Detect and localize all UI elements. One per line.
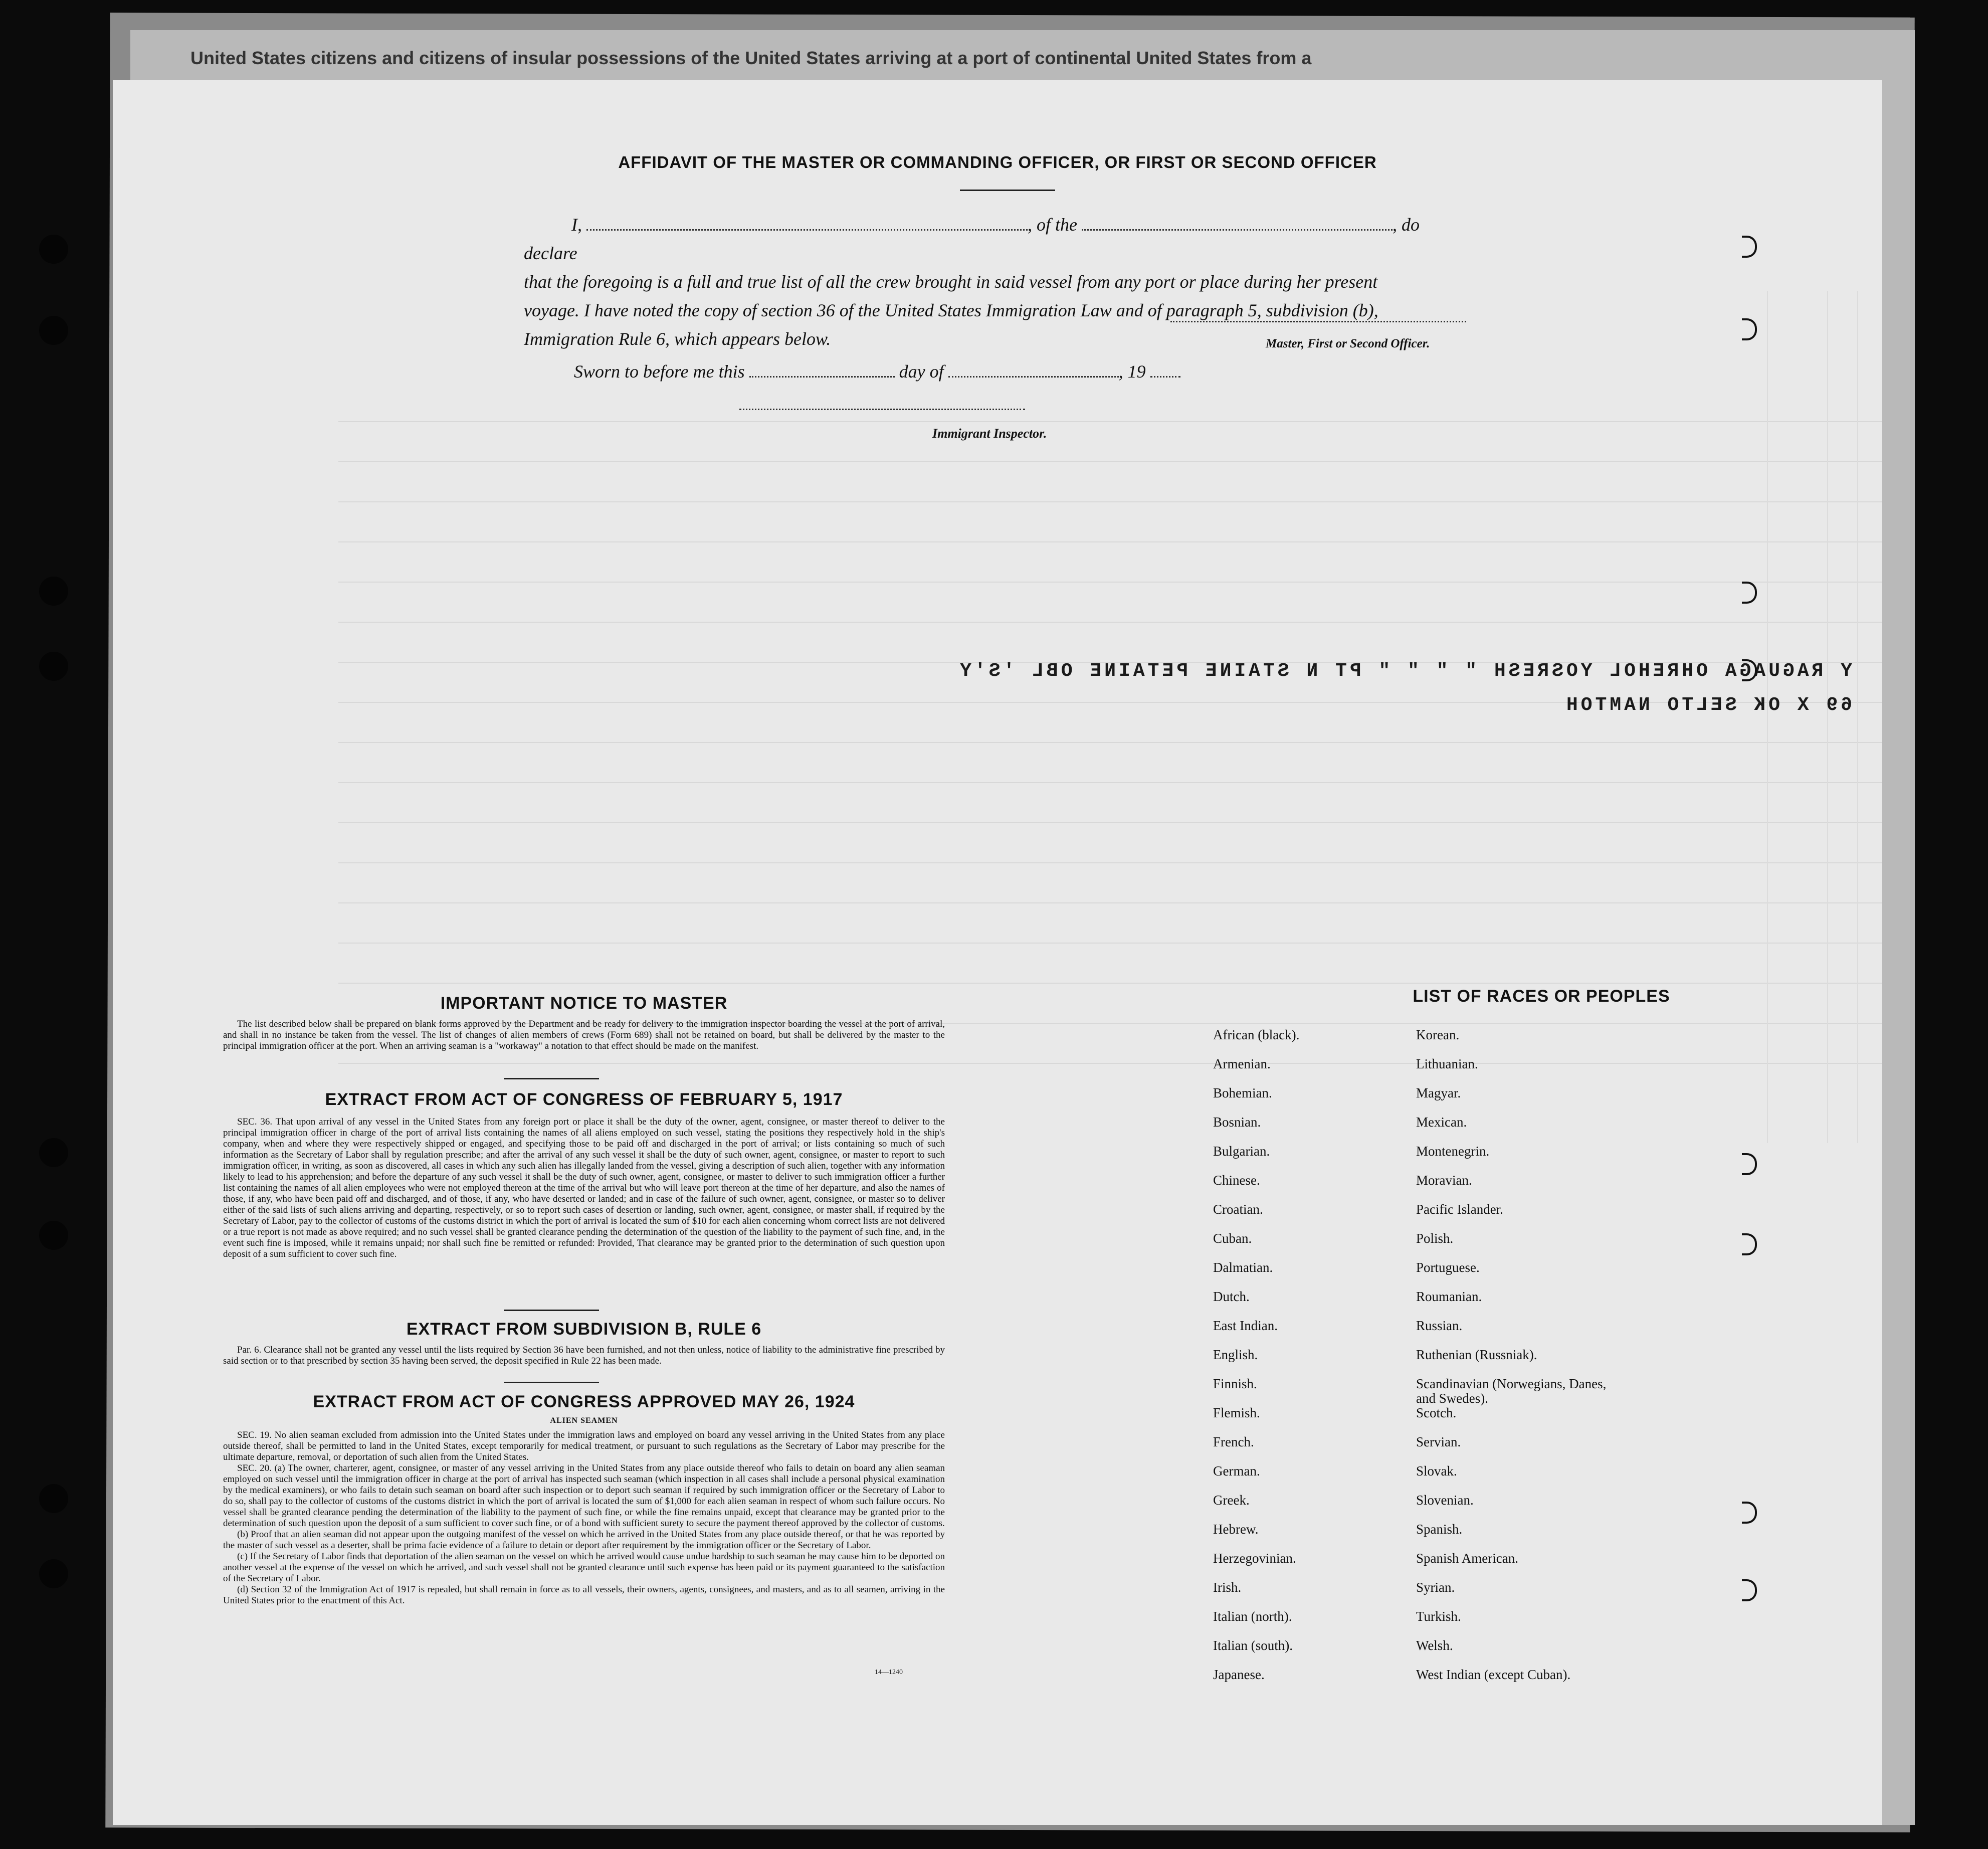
race-item: Korean. [1416,1027,1460,1042]
race-item: Turkish. [1416,1609,1461,1624]
grid-line [1857,291,1858,1143]
race-item: Welsh. [1416,1638,1453,1653]
section-divider [504,1310,599,1311]
sworn-year-field[interactable] [1150,361,1180,378]
grid-line [338,742,1882,743]
binder-hole [39,652,68,681]
race-item: Scotch. [1416,1405,1457,1420]
race-item: Dalmatian. [1213,1260,1273,1275]
race-item: Italian (north). [1213,1609,1292,1624]
race-item: Italian (south). [1213,1638,1293,1653]
sworn-year-label: , 19 [1118,361,1146,382]
sec-20d-paragraph: (d) Section 32 of the Immigration Act of 1917 is repealed, but shall remain in force as to all vessels, their owners, agents, consignees, and masters, and as to all seamen, arriving in the United States prior to the enactment of this Act. [223,1584,945,1606]
title-underline [960,190,1055,191]
race-item: Hebrew. [1213,1522,1259,1537]
race-item: Mexican. [1416,1115,1467,1130]
race-item: Dutch. [1213,1289,1250,1304]
inspector-signature-label: Immigrant Inspector. [932,426,1047,441]
race-item: Roumanian. [1416,1289,1482,1304]
race-item: Slovak. [1416,1463,1457,1478]
grid-line [1827,291,1828,1143]
race-item: Armenian. [1213,1056,1271,1071]
notice-title: IMPORTANT NOTICE TO MASTER [440,994,728,1013]
section-36-paragraph: SEC. 36. That upon arrival of any vessel in the United States from any foreign port or place it shall be the duty of the owner, agent, consignee, or master thereof to deliver to the principal immigration officer in charge of the port of arrival lists containing the names of all aliens employed on such vessel, stating the positions they respectively hold in the ship's company, when and where they were respectively shipped or engaged, and specifying those to be paid off and discharged in the port of arrival; or lists containing so much of such information as the Secretary of Labor shall by regulation prescribe; and after the arrival of any such vessel it shall be the duty of such owner, agent, consignee, or master to report to such immigration officer, in writing, as soon as discovered, all cases in which any such alien has illegally landed from the vessel, giving a description of such alien, together with any information likely to lead to his apprehension; and before the departure of any such vessel it shall be the duty of such owner, agent, consignee, or master to deliver to such immigration officer a further list containing the names of all alien employees who were not employed thereon at the time of the arrival but who will leave port thereon at the time of her departure, and also the names of those, if any, who have been paid off and discharged, and of those, if any, who have deserted or landed; and in case of the failure of such owner, agent, consignee, or master so to deliver either of the said lists of such aliens arriving and departing, respectively, or so to report such cases of desertion or landing, such owner, agent, consignee, or master shall, if required by the Secretary of Labor, pay to the collector of customs of the customs district in which the port of arrival is located the sum of $10 for each alien concerning whom correct lists are not delivered or a true report is not made as above required; and no such vessel shall be granted clearance pending the determination of the question of the liability to the payment of such fine, and, in the event such fine is imposed, while it remains unpaid; nor shall such fine be remitted or refunded: Provided, That clearance may be granted prior to the determination of such question upon deposit of a sum sufficient to cover such fine. [223,1117,945,1259]
race-item: Chinese. [1213,1173,1260,1188]
race-item: Spanish. [1416,1522,1463,1537]
race-item: German. [1213,1463,1260,1478]
race-item: French. [1213,1434,1254,1449]
grid-line [338,943,1882,944]
race-item: African (black). [1213,1027,1300,1042]
race-item: Lithuanian. [1416,1056,1478,1071]
grid-line [338,822,1882,823]
race-item: Irish. [1213,1580,1242,1595]
race-item: Cuban. [1213,1231,1252,1246]
race-item: Croatian. [1213,1202,1263,1217]
extract-rule6-title: EXTRACT FROM SUBDIVISION B, RULE 6 [406,1320,762,1339]
sworn-month-field[interactable] [948,361,1119,378]
underlying-sheet-header-text: United States citizens and citizens of insular possessions of the United States arriving at a port of continental United States from a [190,48,1312,68]
races-right-column [1416,1028,1627,1697]
sworn-day-label: day of [899,361,944,382]
extract-rule6-body [223,1345,945,1367]
notice-body [223,1019,945,1052]
race-item: Syrian. [1416,1580,1455,1595]
affidavit-title: AFFIDAVIT OF THE MASTER OR COMMANDING OFFICER, OR FIRST OR SECOND OFFICER [618,153,1377,171]
races-left-column [1213,1028,1299,1697]
bleed-through-row: Y RAGUAGA OHREHOL YOSRESH " " " " PT N STAINE PETAINE OBL 'S'Y [957,660,1852,682]
binder-hole [39,316,68,345]
race-item: Greek. [1213,1493,1250,1508]
race-item: Herzegovinian. [1213,1551,1296,1566]
inspector-signature-field[interactable] [739,409,1025,410]
grid-line [338,622,1882,623]
races-list-title: LIST OF RACES OR PEOPLES [1413,987,1670,1006]
sec-19-paragraph: SEC. 19. No alien seaman excluded from admission into the United States under the immigration laws and employed on board any vessel arriving in the United States from any place outside thereof, shall be permitted to land in the United States, except temporarily for medical treatment, or pursuant to such regulations as the Secretary of Labor may prescribe for the ultimate departure, removal, or deportation of such alien from the United States. [223,1430,945,1462]
race-item: Spanish American. [1416,1551,1518,1566]
grid-line [1767,291,1768,1143]
grid-line [338,902,1882,903]
race-item: English. [1213,1347,1258,1362]
race-item: Bosnian. [1213,1115,1261,1130]
race-item: Finnish. [1213,1376,1257,1391]
declaration-text: that the foregoing is a full and true list of all the crew brought in said vessel from any port or place during her present [524,272,1378,292]
race-item: Portuguese. [1416,1260,1480,1275]
race-item: Montenegrin. [1416,1144,1490,1159]
race-item: Bohemian. [1213,1085,1272,1100]
race-item: East Indian. [1213,1318,1278,1333]
grid-line [338,1063,1882,1064]
section-divider [504,1382,599,1383]
section-divider [504,1078,599,1079]
grid-line [338,461,1882,462]
extract-1924-body [223,1430,945,1606]
form-number: 14—1240 [875,1669,903,1676]
master-signature-field[interactable] [1170,321,1466,322]
declarant-prefix: I, [571,215,582,235]
grid-line [338,983,1882,984]
manifest-page [113,80,1882,1825]
grid-line [338,421,1882,422]
grid-line [338,541,1882,542]
rule6-paragraph: Par. 6. Clearance shall not be granted any vessel until the lists required by Section 36 have been furnished, and not then unless, notice of liability to the administrative fine prescribed by said section or to that prescribed by section 35 having been served, the deposit specified in Rule 22 has been made. [223,1345,945,1366]
extract-1917-body [223,1117,945,1260]
binder-hole [39,235,68,264]
binder-hole [39,577,68,606]
vessel-name-field[interactable] [1082,214,1393,231]
affidavit-body [524,211,1461,353]
vessel-prefix: , of the [1028,215,1077,235]
binder-hole [39,1484,68,1513]
declarant-name-field[interactable] [586,214,1028,231]
declaration-text: Immigration Rule 6, which appears below. [524,329,831,349]
binder-hole [39,1221,68,1250]
alien-seamen-subtitle: ALIEN SEAMEN [550,1416,618,1425]
race-item: Slovenian. [1416,1493,1474,1508]
sec-20b-paragraph: (b) Proof that an alien seaman did not appear upon the outgoing manifest of the vessel on which he arrived in the United States from any place outside thereof, or that he was reported by the master of such vessel as a deserter, shall be prima facie evidence of a failure to detain or deport after requirement by the immigration officer or the Secretary of Labor. [223,1529,945,1551]
race-item: Polish. [1416,1231,1454,1246]
notice-paragraph: The list described below shall be prepared on blank forms approved by the Department and be ready for delivery to the immigration inspector boarding the vessel at the port of arrival, and shall in no instance be taken from the vessel. The list of changes of alien members of crews (Form 689) shall not be retained on board, but shall be delivered by the master to the principal immigration officer at the port. When an arriving seaman is a "workaway" a notation to that effect should be made on the manifest. [223,1019,945,1051]
sec-20a-paragraph: SEC. 20. (a) The owner, charterer, agent, consignee, or master of any vessel arriving in the United States from any place outside thereof who fails to detain on board any alien seaman employed on such vessel until the immigration officer in charge at the port of arrival has inspected such seaman (which inspection in all cases shall include a personal physical examination by the medical examiners), or who fails to detain such seaman on board after such inspection or to deport such seaman if required by such immigration officer or the Secretary of Labor to do so, shall pay to the collector of customs of the customs district in which the port of arrival is located the sum of $1,000 for each alien seaman in respect of whom such failure occurs. No vessel shall be granted clearance pending the determination of the liability to the payment of such fine, or while the fine remains unpaid, except that clearance may be granted prior to the determination of such question upon the deposit of a sum sufficient to cover such fine, or of a bond with sufficient surety to secure the payment thereof approved by the collector of customs. [223,1463,945,1529]
grid-line [338,782,1882,783]
race-item: Japanese. [1213,1667,1265,1682]
race-item: Flemish. [1213,1405,1260,1420]
sworn-prefix: Sworn to before me this [574,361,745,382]
declare-suffix: , do declare [524,215,1420,263]
race-item: Bulgarian. [1213,1144,1270,1159]
race-item: Ruthenian (Russniak). [1416,1347,1537,1362]
grid-line [338,862,1882,863]
declaration-line [524,211,1461,268]
grid-line [338,501,1882,502]
race-item: Russian. [1416,1318,1463,1333]
binder-hole [39,1559,68,1588]
race-item: West Indian (except Cuban). [1416,1667,1571,1682]
extract-1924-title: EXTRACT FROM ACT OF CONGRESS APPROVED MAY 26, 1924 [313,1392,855,1411]
sec-20c-paragraph: (c) If the Secretary of Labor finds that deportation of the alien seaman on the vessel on which he arrived would cause undue hardship to such seaman he may cause him to be deported on another vessel at the expense of the vessel on which he arrived, and such vessel shall not be granted clearance until such expense has been paid or its payment guaranteed to the satisfaction of the Secretary of Labor. [223,1551,945,1584]
race-item: Magyar. [1416,1085,1461,1100]
race-item: Pacific Islander. [1416,1202,1503,1217]
binder-hole [39,1138,68,1167]
race-item: Moravian. [1416,1173,1472,1188]
sworn-line [574,361,1180,382]
race-item: Servian. [1416,1434,1461,1449]
master-signature-label: Master, First or Second Officer. [1266,337,1430,350]
sworn-date-field[interactable] [749,361,895,378]
race-item: Scandinavian (Norwegians, Danes, and Swedes). [1416,1376,1607,1406]
extract-1917-title: EXTRACT FROM ACT OF CONGRESS OF FEBRUARY 5, 1917 [325,1090,843,1109]
bleed-through-row: 69 X OK SELTO NAMTOH [1563,694,1852,716]
declaration-text: voyage. I have noted the copy of section 36 of the United States Immigration Law and of paragraph 5, subdivision (b), [524,300,1378,320]
grid-line [338,582,1882,583]
